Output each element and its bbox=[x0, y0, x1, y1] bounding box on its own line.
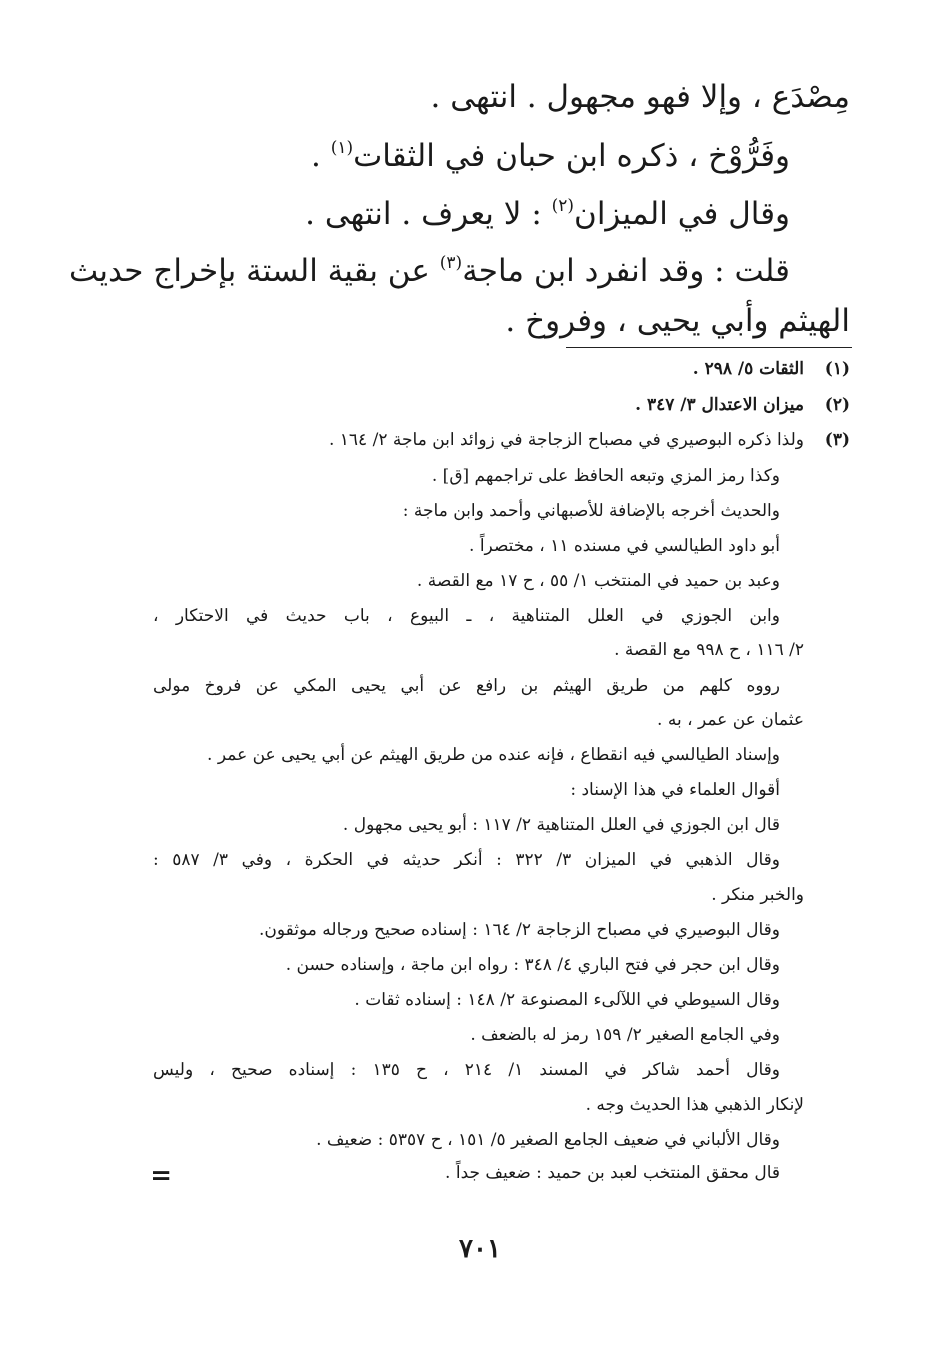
footnote-3-line: وعبد بن حميد في المنتخب ١/ ٥٥ ، ح ١٧ مع القصة . bbox=[416, 571, 780, 591]
footnote-3-line: أبو داود الطيالسي في مسنده ١١ ، مختصراً . bbox=[469, 536, 780, 556]
footnote-ref-2[interactable]: (٢) bbox=[551, 196, 575, 216]
footnote-ref-1[interactable]: (١) bbox=[330, 138, 354, 158]
footnote-3-line: وقال السيوطي في اللآلىء المصنوعة ٢/ ١٤٨ : إسناده ثقات . bbox=[354, 990, 780, 1010]
footnote-3-line: رووه كلهم من طريق الهيثم بن رافع عن أبي يحيى المكي عن فروخ مولى bbox=[153, 676, 780, 696]
footnote-3-line: قال محقق المنتخب لعبد بن حميد : ضعيف جداً . bbox=[445, 1163, 780, 1183]
footnote-3-line: والحديث أخرجه بالإضافة للأصبهاني وأحمد وابن ماجة : bbox=[402, 501, 780, 521]
main-text-segment: وفَرُّوْخ ، ذكره ابن حبان في الثقات bbox=[353, 138, 790, 174]
footnote-3-line: ولذا ذكره البوصيري في مصباح الزجاجة في زوائد ابن ماجة ٢/ ١٦٤ . bbox=[328, 430, 804, 450]
footnote-3-line: ٢/ ١١٦ ، ح ٩٩٨ مع القصة . bbox=[614, 640, 804, 660]
main-text-line-2 bbox=[311, 136, 790, 176]
main-text-segment: وقال في الميزان bbox=[574, 196, 790, 232]
footnote-3-line: أقوال العلماء في هذا الإسناد : bbox=[570, 780, 780, 800]
main-text-line-3 bbox=[305, 194, 790, 234]
footnote-3-line: وفي الجامع الصغير ٢/ ١٥٩ رمز له بالضعف . bbox=[470, 1025, 780, 1045]
main-text-segment: قلت : وقد انفرد ابن ماجة bbox=[462, 253, 790, 289]
footnote-separator bbox=[566, 347, 852, 348]
footnote-3-line: وقال الألباني في ضعيف الجامع الصغير ٥/ ١٥١ ، ح ٥٣٥٧ : ضعيف . bbox=[316, 1130, 780, 1150]
footnote-number-2: (٢) bbox=[824, 395, 850, 415]
main-text-line-5: الهيثم وأبي يحيى ، وفروخ . bbox=[505, 303, 850, 339]
footnote-3-line: وإسناد الطيالسي فيه انقطاع ، فإنه عنده من طريق الهيثم عن أبي يحيى عن عمر . bbox=[207, 745, 780, 765]
footnote-3-line: وقال الذهبي في الميزان ٣/ ٣٢٢ : أنكر حديثه في الحكرة ، وفي ٣/ ٥٨٧ : bbox=[153, 850, 780, 870]
main-text-segment: عن بقية الستة بإخراج حديث bbox=[68, 253, 440, 289]
main-text-line-1: مِصْدَع ، وإلا فهو مجهول . انتهى . bbox=[430, 79, 850, 115]
footnote-number-1: (١) bbox=[824, 359, 850, 379]
footnote-3-line: وقال ابن حجر في فتح الباري ٤/ ٣٤٨ : رواه ابن ماجة ، وإسناده حسن . bbox=[285, 955, 780, 975]
footnote-3-line: وكذا رمز المزي وتبعه الحافظ على تراجمهم [ق] . bbox=[431, 466, 780, 486]
footnote-3-line: وقال أحمد شاكر في المسند ١/ ٢١٤ ، ح ١٣٥ : إسناده صحيح ، وليس bbox=[153, 1060, 781, 1080]
footnote-1-text: الثقات ٥/ ٢٩٨ . bbox=[692, 359, 804, 379]
main-text-segment: . bbox=[310, 138, 331, 174]
footnote-ref-3[interactable]: (٣) bbox=[439, 253, 463, 273]
footnote-number-3: (٣) bbox=[824, 430, 850, 450]
footnote-3-line: عثمان عن عمر ، به . bbox=[657, 710, 804, 730]
footnote-2-text: ميزان الاعتدال ٣/ ٣٤٧ . bbox=[635, 395, 804, 415]
footnote-3-line: لإنكار الذهبي هذا الحديث وجه . bbox=[585, 1095, 804, 1115]
footnote-3-line: وابن الجوزي في العلل المتناهية ، ـ البيوع ، باب حديث في الاحتكار ، bbox=[153, 606, 780, 626]
footnote-3-line: والخبر منكر . bbox=[711, 885, 804, 905]
page-number: ٧٠١ bbox=[459, 1234, 501, 1264]
footnote-3-line: وقال البوصيري في مصباح الزجاجة ٢/ ١٦٤ : إسناده صحيح ورجاله موثقون. bbox=[259, 920, 780, 940]
footnote-3-line: قال ابن الجوزي في العلل المتناهية ٢/ ١١٧ : أبو يحيى مجهول . bbox=[342, 815, 780, 835]
main-text-line-4 bbox=[68, 251, 790, 291]
continuation-mark: = bbox=[150, 1161, 172, 1191]
main-text-segment: : لا يعرف . انتهى . bbox=[305, 196, 552, 232]
